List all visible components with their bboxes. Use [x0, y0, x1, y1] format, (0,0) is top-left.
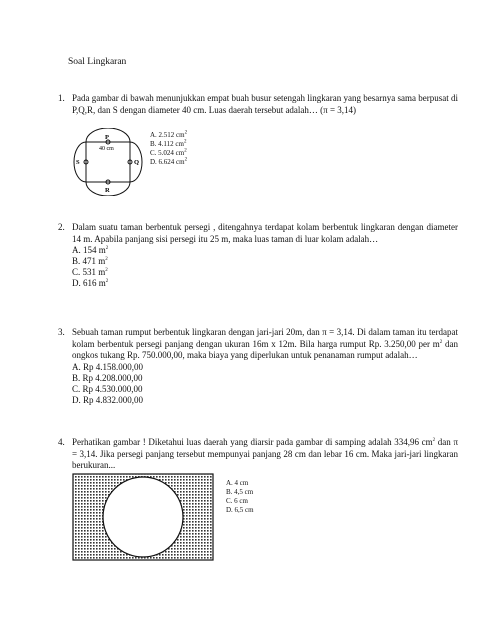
option-a: A. 4 cm: [226, 479, 249, 487]
question-2: [58, 222, 458, 289]
label-r: R: [105, 187, 110, 194]
option-a: A. 2.512 $cm^2$: [150, 130, 188, 139]
question-3: [58, 327, 458, 406]
option-d: D. Rp 4.832.000,00: [72, 394, 144, 405]
label-p: P: [105, 134, 109, 141]
option-d: D. 6.624 $cm^2$: [150, 157, 188, 166]
option-c: C. Rp 4.530.000,00: [72, 383, 143, 394]
question-number: 4.: [58, 437, 65, 447]
label-q: Q: [134, 159, 140, 166]
question-number: 1.: [58, 93, 65, 103]
inner-circle: [103, 477, 183, 557]
option-c: C. 5.024 $cm^2$: [150, 148, 187, 157]
question-stem: Perhatikan gambar ! Diketahui luas daerah yang diarsir pada gambar di samping adalah 334,96 $cm^2$ dan π = 3,14. Jika persegi panjang tersebut mempunyai panjang 28 cm dan lebar 16 cm. Maka jari-jari lingkaran berukuran...: [72, 437, 458, 470]
question-4: [58, 437, 458, 472]
shaded-rectangle-figure: [72, 473, 214, 561]
option-c: C. 531 $m^2$: [72, 267, 108, 277]
question-2-options: [72, 245, 458, 289]
label-s: S: [76, 159, 80, 166]
question-number: 2.: [58, 222, 65, 232]
option-a: A. Rp 4.158.000,00: [72, 361, 144, 372]
option-d: D. 6,5 cm: [226, 506, 254, 514]
option-c: C. 6 cm: [226, 497, 248, 505]
question-1-options: [150, 131, 187, 167]
question-4-options: [226, 479, 254, 515]
question-number: 3.: [58, 327, 65, 337]
option-d: D. 616 $m^2$: [72, 278, 109, 288]
option-b: B. 4.112 $cm^2$: [150, 139, 187, 148]
question-stem: Sebuah taman rumput berbentuk lingkaran dengan jari-jari 20m, dan π = 3,14. Di dalam taman itu terdapat kolam berbentuk persegi panjang dengan ukuran 16m x 12m. Bila harga rumput Rp. 3.250,00 per $m^2$ dan ongkos tukang Rp. 750.000,00, maka biaya yang diperlukan untuk penanaman rumput adalah…: [72, 327, 458, 360]
label-diameter: 40 cm: [99, 146, 114, 152]
option-a: A. 154 $m^2$: [72, 245, 109, 255]
question-stem: Pada gambar di bawah menunjukkan empat buah busur setengah lingkaran yang besarnya sama berpusat di P,Q,R, dan S dengan diameter 40 cm. Luas daerah tersebut adalah… (π = 3,14): [72, 93, 458, 115]
option-b: B. 471 $m^2$: [72, 256, 108, 266]
option-b: B. 4,5 cm: [226, 488, 254, 496]
question-1: [58, 93, 458, 116]
question-stem: Dalam suatu taman berbentuk persegi , ditengahnya terdapat kolam berbentuk lingkaran dengan diameter 14 m. Apabila panjang sisi persegi itu 25 m, maka luas taman di luar kolam adalah…: [72, 222, 458, 244]
question-3-options: [72, 362, 458, 406]
quarter-arc-figure: [64, 128, 152, 196]
page-title: Soal Lingkaran: [68, 57, 127, 67]
option-b: B. Rp 4.208.000,00: [72, 372, 143, 383]
